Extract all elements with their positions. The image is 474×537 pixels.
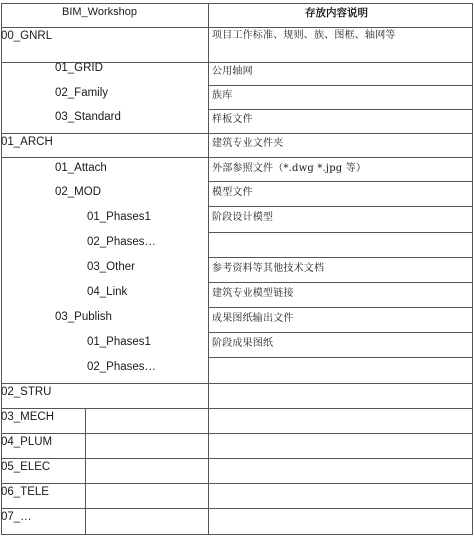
folder-name: 06_TELE [1, 486, 49, 498]
folder-name: 03_Other [87, 261, 135, 273]
row-line [1, 508, 208, 509]
row-line [208, 307, 473, 308]
folder-name: 04_PLUM [1, 436, 53, 448]
row-line [208, 357, 473, 358]
row-line [1, 383, 473, 384]
folder-name: 01_ARCH [1, 136, 53, 148]
folder-name: 03_Standard [55, 111, 121, 123]
folder-name: 02_Family [55, 87, 109, 99]
folder-description: 成果图纸输出文件 [212, 313, 294, 324]
row-line [1, 483, 208, 484]
folder-name: 02_MOD [55, 186, 102, 198]
row-line [208, 332, 473, 333]
column-divider-inner [85, 408, 86, 535]
folder-name: 07_… [1, 511, 32, 523]
header-description-label: 存放内容说明 [305, 7, 368, 19]
row-line [208, 282, 473, 283]
row-line [208, 257, 473, 258]
folder-name: 03_Publish [55, 311, 112, 323]
table-border-bottom [1, 534, 473, 535]
folder-description: 项目工作标准、规则、族、图框、轴网等 [212, 30, 396, 41]
row-line [1, 27, 473, 28]
row-line [208, 508, 473, 509]
row-line [208, 458, 473, 459]
folder-description: 族库 [212, 90, 233, 101]
table-border-top [1, 3, 473, 4]
column-divider [208, 3, 209, 535]
folder-description: 阶段成果图纸 [212, 338, 274, 349]
row-line [1, 157, 473, 158]
folder-description: 参考资料等其他技术文档 [212, 263, 325, 274]
folder-name: 02_Phases… [87, 361, 157, 373]
folder-name: 00_GNRL [1, 30, 53, 42]
row-line [208, 109, 473, 110]
row-line [208, 433, 473, 434]
folder-description: 建筑专业文件夹 [212, 138, 284, 149]
folder-name: 03_MECH [1, 411, 55, 423]
folder-name: 01_Attach [55, 162, 107, 174]
table-border-left [1, 3, 2, 535]
row-line [1, 408, 473, 409]
folder-description: 样板文件 [212, 114, 253, 125]
row-line [208, 206, 473, 207]
folder-name: 05_ELEC [1, 461, 51, 473]
row-line [208, 483, 473, 484]
row-line [208, 181, 473, 182]
folder-description: 阶段设计模型 [212, 212, 274, 223]
folder-name: 01_Phases1 [87, 336, 151, 348]
row-line [1, 133, 473, 134]
row-line [208, 232, 473, 233]
folder-description: 建筑专业模型链接 [212, 288, 294, 299]
row-line [1, 458, 208, 459]
folder-name: 01_Phases1 [87, 211, 151, 223]
folder-name: 02_STRU [1, 386, 52, 398]
row-line [208, 85, 473, 86]
folder-name: 01_GRID [55, 62, 103, 74]
folder-name: 04_Link [87, 286, 128, 298]
folder-description: 模型文件 [212, 187, 253, 198]
header-folder-label: BIM_Workshop [62, 6, 137, 18]
row-line [1, 433, 208, 434]
folder-description: 公用轴网 [212, 66, 253, 77]
folder-name: 02_Phases… [87, 236, 157, 248]
folder-description: 外部参照文件（*.dwg *.jpg 等） [212, 163, 367, 174]
table-border-right [472, 3, 473, 535]
